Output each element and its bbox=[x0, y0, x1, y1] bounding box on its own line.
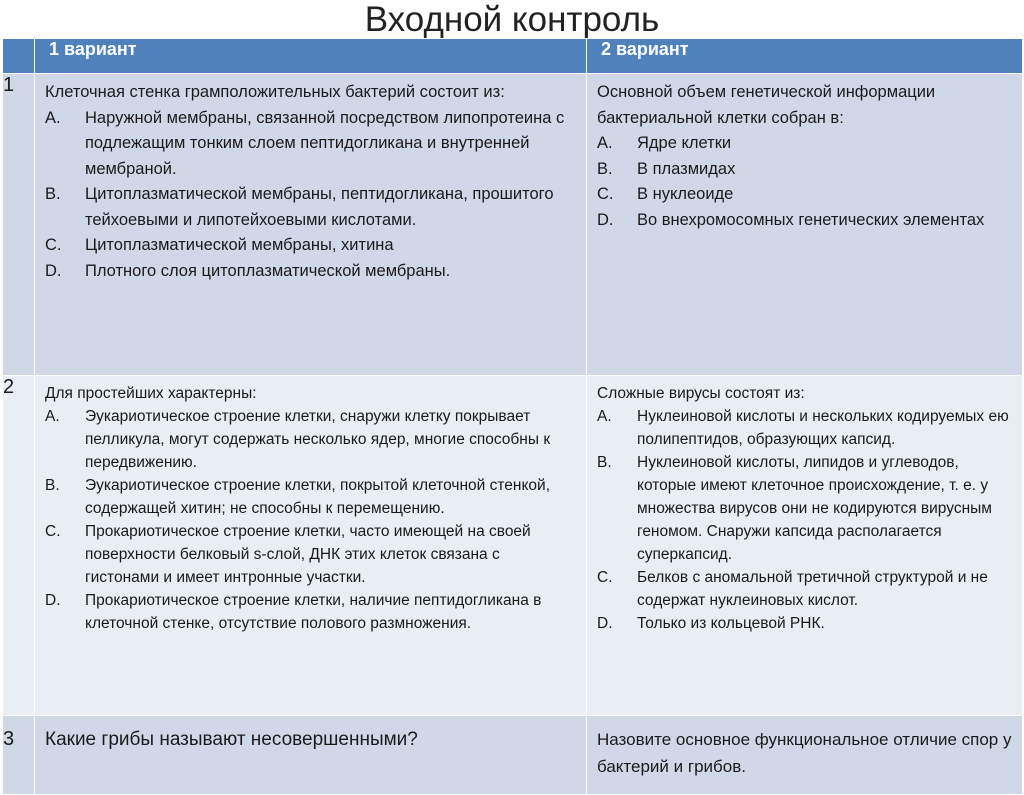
option-text: Плотного слоя цитоплазматической мембраны. bbox=[85, 261, 451, 280]
answer-option bbox=[45, 106, 576, 183]
question-text: Назовите основное функциональное отличие спор у бактерий и грибов. bbox=[597, 730, 1012, 776]
answer-option bbox=[597, 182, 1012, 208]
table-row bbox=[3, 376, 1023, 716]
option-text: Ядре клетки bbox=[637, 134, 732, 152]
variant-2-cell bbox=[587, 376, 1023, 716]
table-row bbox=[3, 74, 1023, 376]
variant-1-cell bbox=[35, 376, 587, 716]
answer-option bbox=[597, 208, 1012, 234]
question-text: Сложные вирусы состоят из: bbox=[597, 385, 805, 402]
answer-option bbox=[45, 589, 576, 635]
option-letter: B. bbox=[45, 185, 61, 203]
answer-option bbox=[45, 474, 576, 520]
answer-option bbox=[597, 612, 1012, 635]
answer-option bbox=[597, 451, 1012, 566]
header-variant-1: 1 вариант bbox=[35, 39, 587, 74]
option-letter: D. bbox=[597, 615, 613, 632]
option-text: Нуклеиновой кислоты и нескольких кодируемых ею полипептидов, образующих капсид. bbox=[637, 408, 1009, 448]
answer-option bbox=[45, 520, 576, 589]
option-letter: B. bbox=[597, 454, 612, 471]
answer-option bbox=[45, 259, 576, 285]
option-text: Прокариотическое строение клетки, наличие пептидогликана в клеточной стенке, отсутствие полового размножения. bbox=[85, 592, 542, 632]
option-text: Эукариотическое строение клетки, снаружи клетку покрывает пелликула, могут содержать несколько ядер, многие способны к передвижению. bbox=[85, 408, 551, 471]
row-number: 2 bbox=[3, 376, 35, 716]
option-letter: D. bbox=[45, 261, 62, 280]
option-letter: C. bbox=[45, 523, 61, 540]
header-variant-2: 2 вариант bbox=[587, 39, 1023, 74]
header-row bbox=[3, 39, 1023, 74]
question-text: Основной объем генетической информации бактериальной клетки собран в: bbox=[597, 83, 936, 127]
answer-option bbox=[597, 405, 1012, 451]
answer-option bbox=[45, 182, 576, 233]
answer-option bbox=[45, 405, 576, 474]
variant-1-cell bbox=[35, 716, 587, 795]
option-text: Только из кольцевой РНК. bbox=[637, 615, 825, 632]
option-letter: D. bbox=[597, 210, 614, 229]
option-text: Нуклеиновой кислоты, липидов и углеводов, которые имеют клеточное происхождение, т. е. у множества вирусов они не кодируются вирусным геномом. Снаружи капсида располагается суперкапсид. bbox=[637, 454, 992, 563]
option-letter: D. bbox=[45, 592, 61, 609]
option-letter: A. bbox=[45, 408, 60, 425]
option-letter: B. bbox=[45, 477, 60, 494]
page-title: Входной контроль bbox=[364, 0, 660, 39]
answer-option bbox=[597, 131, 1012, 157]
question-text: Для простейших характерны: bbox=[45, 385, 257, 402]
variant-2-cell bbox=[587, 74, 1023, 376]
question-text: Какие грибы называют несовершенными? bbox=[45, 729, 418, 750]
option-letter: C. bbox=[45, 236, 62, 254]
option-text: Цитоплазматической мембраны, хитина bbox=[85, 236, 394, 254]
option-text: Эукариотическое строение клетки, покрытой клеточной стенкой, содержащей хитин; не способны к перемещению. bbox=[85, 477, 550, 517]
option-text: В плазмидах bbox=[637, 159, 736, 178]
header-num-cell bbox=[3, 39, 35, 74]
option-text: Во внехромосомных генетических элементах bbox=[637, 210, 985, 229]
option-text: Цитоплазматической мембраны, пептидогликана, прошитого тейхоевыми и липотейхоевыми кислотами. bbox=[85, 185, 554, 229]
option-letter: A. bbox=[597, 134, 613, 152]
option-text: Белков с аномальной третичной структурой и не содержат нуклеиновых кислот. bbox=[637, 569, 988, 609]
option-letter: A. bbox=[45, 108, 61, 127]
option-text: Наружной мембраны, связанной посредством липопротеина с подлежащим тонким слоем пептидогликана и внутренней мембраной. bbox=[85, 108, 565, 178]
quiz-table bbox=[2, 38, 1023, 795]
option-letter: C. bbox=[597, 569, 613, 586]
variant-1-cell bbox=[35, 74, 587, 376]
option-text: В нуклеоиде bbox=[637, 185, 734, 203]
option-letter: B. bbox=[597, 159, 613, 178]
option-letter: C. bbox=[597, 185, 614, 203]
answer-option bbox=[597, 157, 1012, 183]
row-number: 3 bbox=[3, 716, 35, 795]
option-letter: A. bbox=[597, 408, 612, 425]
option-text: Прокариотическое строение клетки, часто имеющей на своей поверхности белковый s-слой, ДНК этих клеток связана с гистонами и имеет интронные участки. bbox=[85, 523, 531, 586]
row-number: 1 bbox=[3, 74, 35, 376]
variant-2-cell bbox=[587, 716, 1023, 795]
table-row bbox=[3, 716, 1023, 795]
answer-option bbox=[45, 233, 576, 259]
question-text: Клеточная стенка грамположительных бактерий состоит из: bbox=[45, 83, 505, 101]
answer-option bbox=[597, 566, 1012, 612]
